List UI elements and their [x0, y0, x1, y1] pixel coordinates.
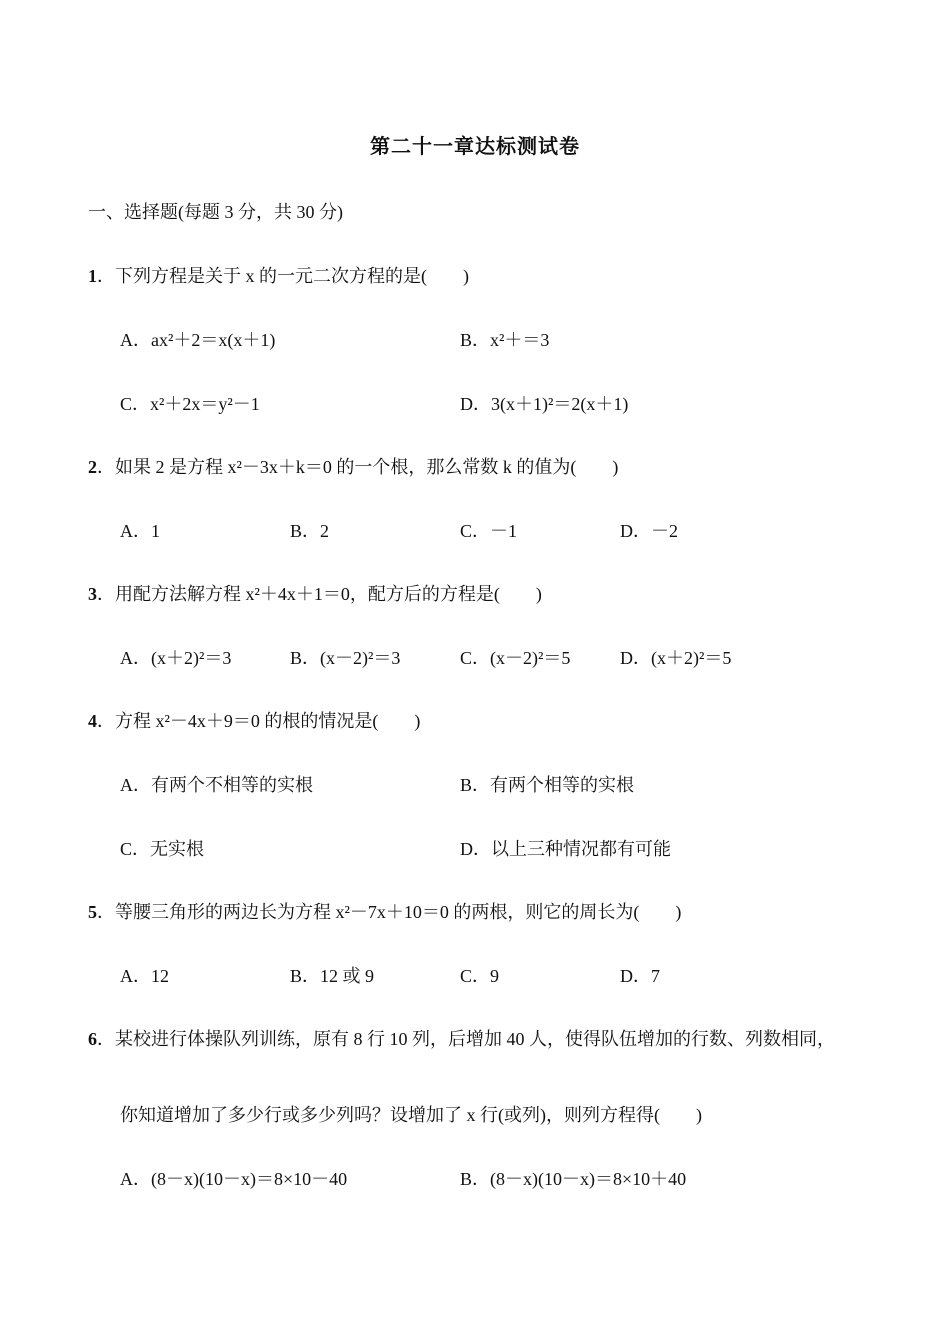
question-5-option-a: A．12 [120, 966, 169, 986]
page-title: 第二十一章达标测试卷 [370, 136, 580, 158]
question-4-stem: 4．方程 x²－4x＋9＝0 的根的情况是( ) [88, 711, 421, 731]
question-1-option-c: C．x²＋2x＝y²－1 [120, 394, 260, 414]
question-3-stem: 3．用配方法解方程 x²＋4x＋1＝0，配方后的方程是( ) [88, 584, 542, 604]
question-6-option-b: B．(8－x)(10－x)＝8×10＋40 [460, 1169, 687, 1189]
question-4-option-a: A．有两个不相等的实根 [120, 775, 313, 795]
question-5-stem: 5．等腰三角形的两边长为方程 x²－7x＋10＝0 的两根，则它的周长为( ) [88, 902, 682, 922]
question-4-option-d: D．以上三种情况都有可能 [460, 839, 671, 859]
question-2-option-c: C．－1 [460, 521, 518, 541]
question-2-stem: 2．如果 2 是方程 x²－3x＋k＝0 的一个根，那么常数 k 的值为( ) [88, 457, 619, 477]
section-heading: 一、选择题(每题 3 分，共 30 分) [88, 202, 343, 222]
question-6-stem: 6．某校进行体操队列训练，原有 8 行 10 列，后增加 40 人，使得队伍增加的行数、列数相同， [88, 1029, 835, 1049]
question-5-option-c: C．9 [460, 966, 500, 986]
question-4-option-c: C．无实根 [120, 839, 205, 859]
question-3-option-a: A．(x＋2)²＝3 [120, 648, 232, 668]
question-1-stem: 1．下列方程是关于 x 的一元二次方程的是( ) [88, 266, 469, 286]
question-3-option-c: C．(x－2)²＝5 [460, 648, 571, 668]
question-4-option-b: B．有两个相等的实根 [460, 775, 635, 795]
question-6-option-a: A．(8－x)(10－x)＝8×10－40 [120, 1169, 348, 1189]
question-6-stem-continued: 你知道增加了多少行或多少列吗？设增加了 x 行(或列)，则列方程得( ) [120, 1105, 702, 1125]
question-2-option-b: B．2 [290, 521, 330, 541]
question-5-option-d: D．7 [620, 966, 660, 986]
question-5-option-b: B．12 或 9 [290, 966, 375, 986]
question-2-option-d: D．－2 [620, 521, 678, 541]
question-2-option-a: A．1 [120, 521, 160, 541]
question-1-option-d: D．3(x＋1)²＝2(x＋1) [460, 394, 629, 414]
question-1-option-a: A．ax²＋2＝x(x＋1) [120, 330, 276, 350]
question-3-option-b: B．(x－2)²＝3 [290, 648, 401, 668]
question-1-option-b: B．x²＋＝3 [460, 330, 550, 350]
question-3-option-d: D．(x＋2)²＝5 [620, 648, 732, 668]
